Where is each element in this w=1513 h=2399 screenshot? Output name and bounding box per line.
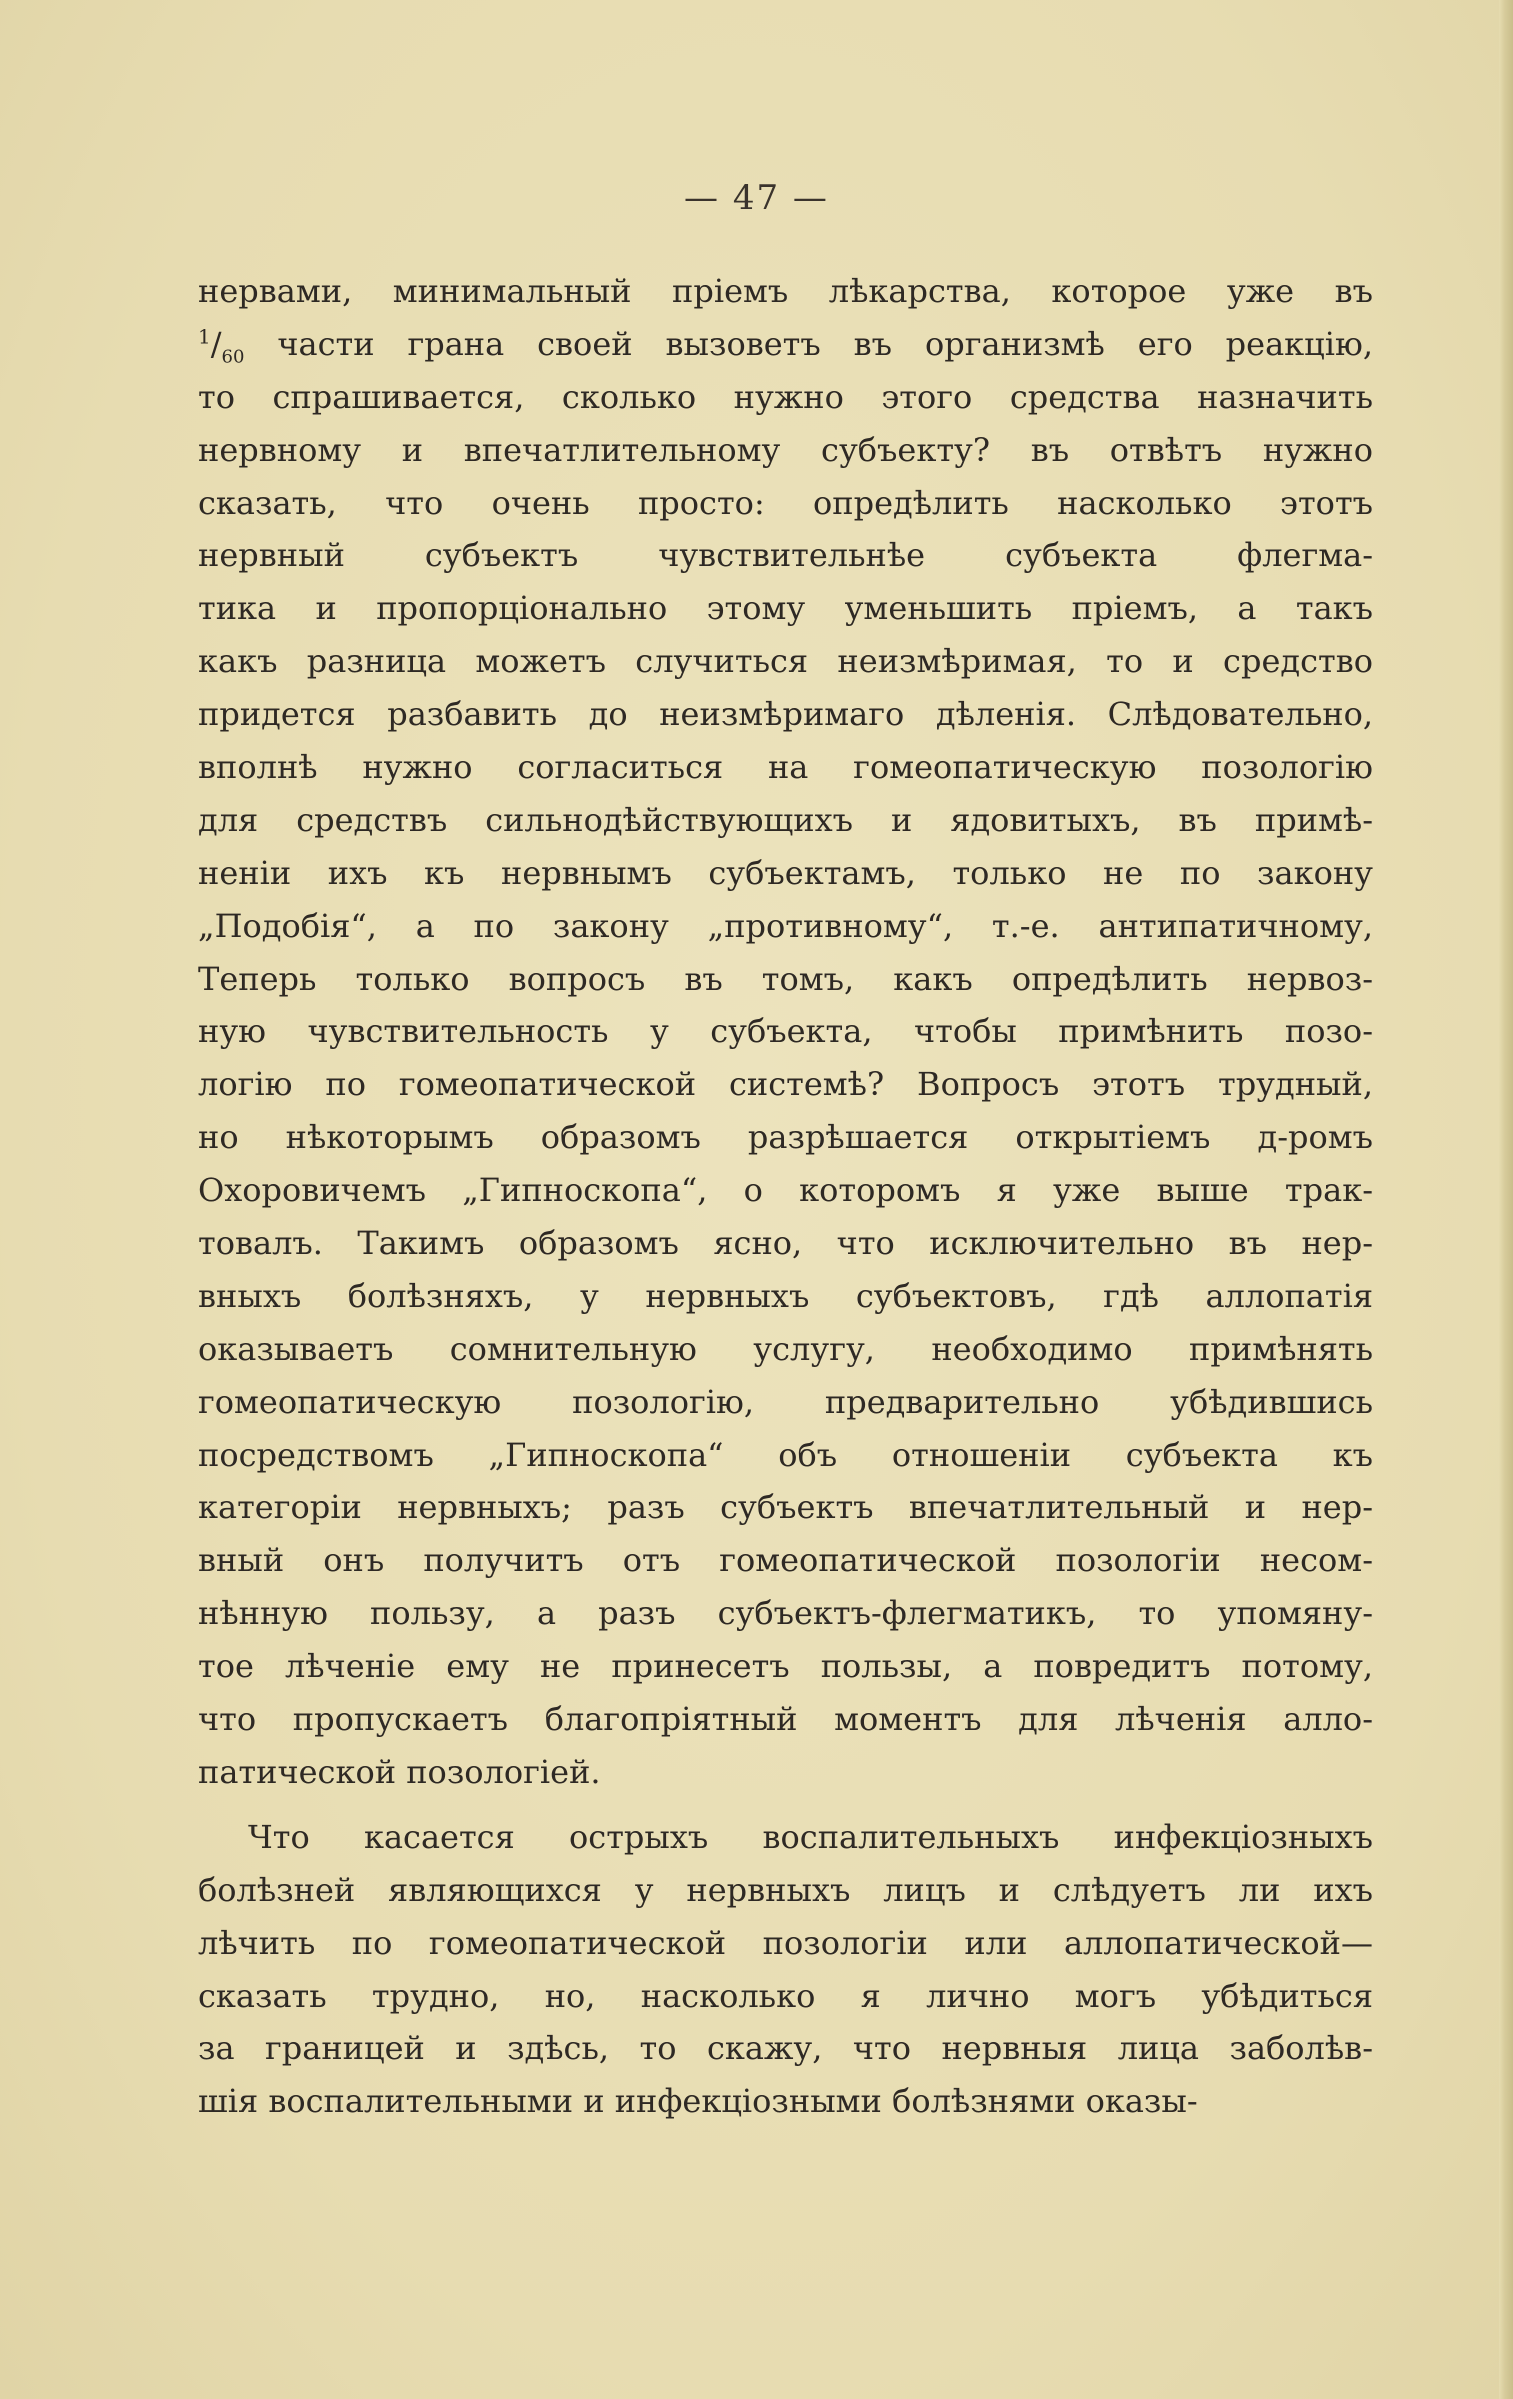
- fraction: [198, 324, 245, 368]
- page-edge-shadow: [1499, 0, 1513, 2399]
- paragraph-2: [198, 1811, 1373, 2128]
- text-line: вполнѣ нужно согласиться на гомеопатическую позологiю: [198, 748, 1373, 787]
- text-line-content: части грана своей вызоветъ въ организмѣ его реакцiю,: [244, 324, 1373, 363]
- text-line: шiя воспалительными и инфекцiозными болѣзнями оказы-: [198, 2082, 1198, 2121]
- text-line: Теперь только вопросъ въ томъ, какъ опредѣлить нервоз-: [198, 959, 1373, 998]
- text-line: то спрашивается, сколько нужно этого средства назначить: [198, 377, 1373, 416]
- fraction-slash: /: [210, 324, 222, 363]
- text-line: логiю по гомеопатической системѣ? Вопросъ этотъ трудный,: [198, 1065, 1373, 1104]
- text-line: посредствомъ „Гипноскопа“ объ отношенiи субъекта къ: [198, 1435, 1373, 1474]
- text-line: оказываетъ сомнительную услугу, необходимо примѣнять: [198, 1329, 1373, 1368]
- text-line: какъ разница можетъ случиться неизмѣримая, то и средство: [198, 642, 1373, 681]
- text-line: товалъ. Такимъ образомъ ясно, что исключительно въ нер-: [198, 1224, 1373, 1263]
- text-line: Что касается острыхъ воспалительныхъ инфекцiозныхъ: [248, 1817, 1373, 1856]
- page-number: — 47 —: [684, 178, 829, 218]
- text-line: нервный субъектъ чувствительнѣе субъекта флегма-: [198, 536, 1373, 575]
- text-line: тое лѣченiе ему не принесетъ пользы, а повредитъ потому,: [198, 1647, 1373, 1686]
- fraction-numerator: 1: [198, 324, 211, 349]
- text-line: болѣзней являющихся у нервныхъ лицъ и слѣдуетъ ли ихъ: [198, 1870, 1373, 1909]
- text-line: вныхъ болѣзняхъ, у нервныхъ субъектовъ, гдѣ аллопатiя: [198, 1276, 1373, 1315]
- body-text: [198, 265, 1373, 2128]
- text-line: тика и пропорцiонально этому уменьшить прiемъ, а такъ: [198, 589, 1373, 628]
- text-line: [198, 318, 1373, 371]
- text-line: нервному и впечатлительному субъекту? въ отвѣтъ нужно: [198, 430, 1373, 469]
- text-line: но нѣкоторымъ образомъ разрѣшается открытiемъ д-ромъ: [198, 1118, 1373, 1157]
- text-line: вный онъ получитъ отъ гомеопатической позологiи несом-: [198, 1541, 1373, 1580]
- fraction-denominator: 60: [221, 346, 245, 368]
- text-line: придется разбавить до неизмѣримаго дѣленiя. Слѣдовательно,: [198, 695, 1373, 734]
- text-line: сказать, что очень просто: опредѣлить насколько этотъ: [198, 483, 1373, 522]
- text-line: нѣнную пользу, а разъ субъектъ-флегматикъ, то упомяну-: [198, 1594, 1373, 1633]
- paragraph-1: [198, 265, 1373, 1799]
- text-line: лѣчить по гомеопатической позологiи или аллопатической—: [198, 1923, 1373, 1962]
- text-line: сказать трудно, но, насколько я лично могъ убѣдиться: [198, 1976, 1373, 2015]
- text-line: патической позологiей.: [198, 1752, 601, 1791]
- text-line: нервами, минимальный прiемъ лѣкарства, которое уже въ: [198, 272, 1373, 310]
- text-line: Охоровичемъ „Гипноскопа“, о которомъ я уже выше трак-: [198, 1171, 1373, 1210]
- text-line: ную чувствительность у субъекта, чтобы примѣнить позо-: [198, 1012, 1373, 1051]
- paragraph-gap: [198, 1799, 1373, 1811]
- text-line: за границей и здѣсь, то скажу, что нервныя лица заболѣв-: [198, 2029, 1373, 2068]
- text-line: категорiи нервныхъ; разъ субъектъ впечатлительный и нер-: [198, 1488, 1373, 1527]
- text-line: „Подобiя“, а по закону „противному“, т.-е. антипатичному,: [198, 906, 1373, 945]
- text-line: для средствъ сильнодѣйствующихъ и ядовитыхъ, въ примѣ-: [198, 800, 1373, 839]
- text-line: ненiи ихъ къ нервнымъ субъектамъ, только не по закону: [198, 853, 1373, 892]
- text-line: что пропускаетъ благопрiятный моментъ для лѣченiя алло-: [198, 1700, 1373, 1739]
- text-line: гомеопатическую позологiю, предварительно убѣдившись: [198, 1382, 1373, 1421]
